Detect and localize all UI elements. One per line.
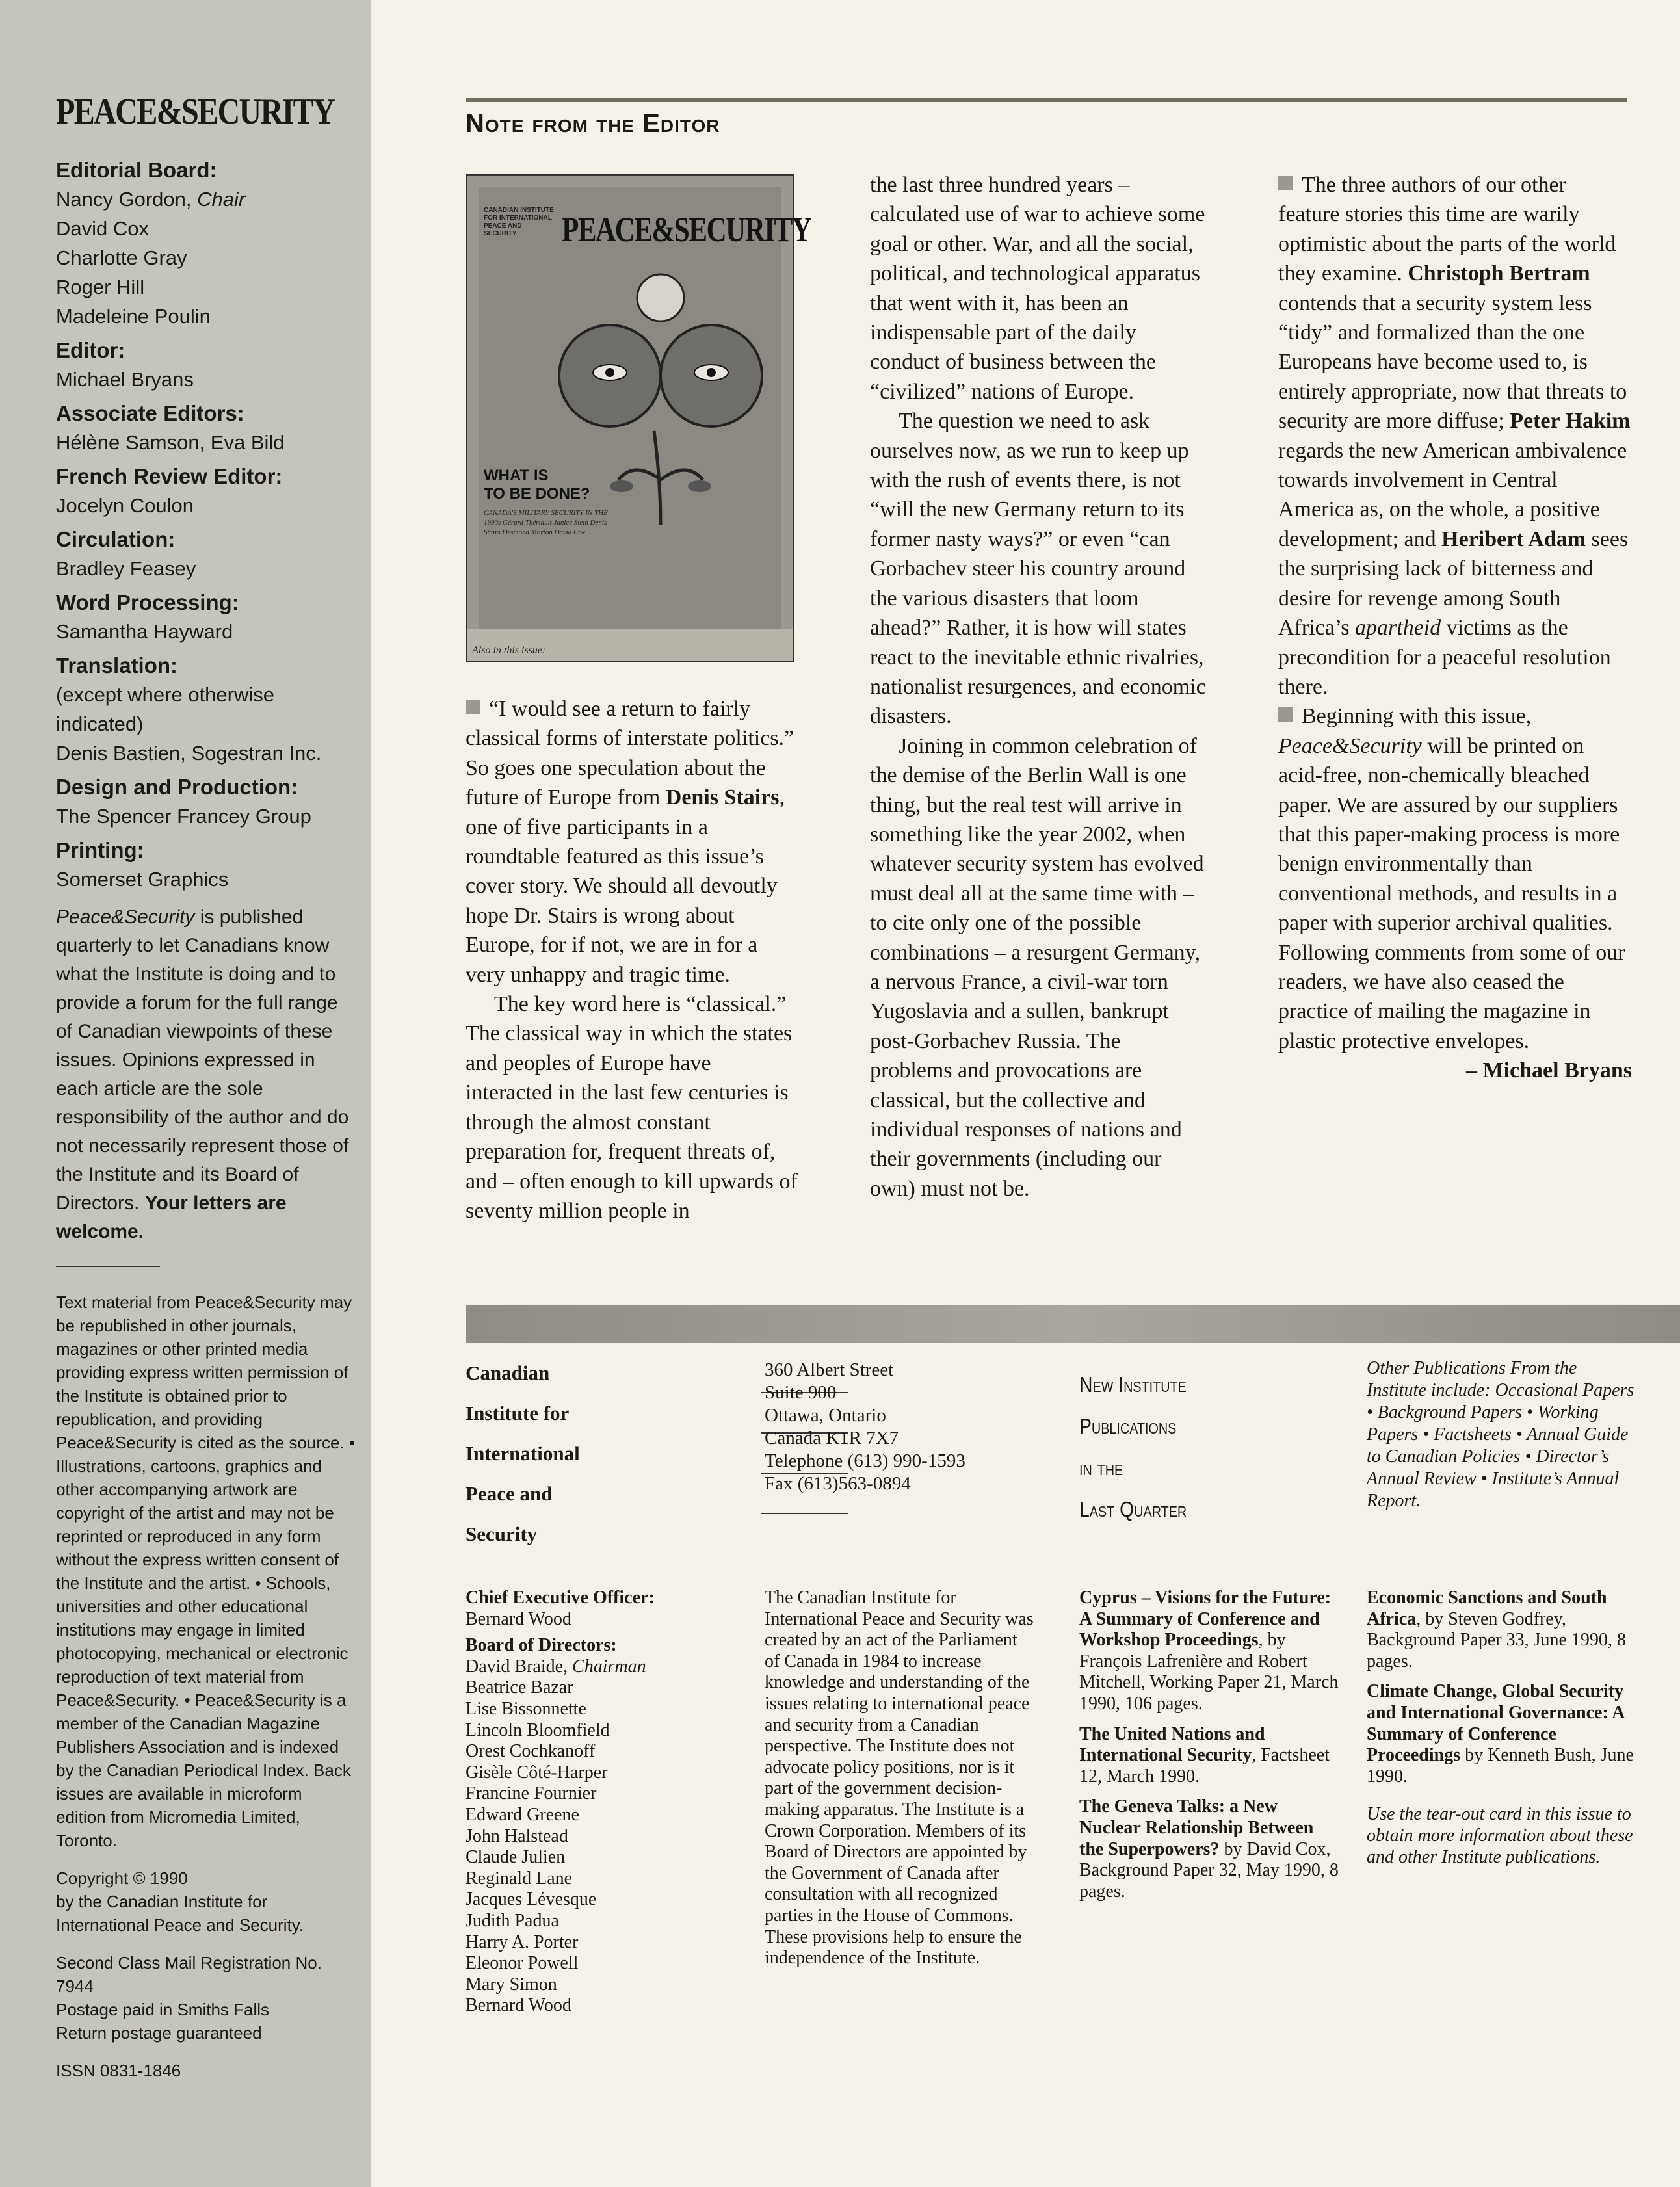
translation-note: (except where otherwise indicated): [56, 683, 274, 735]
director: Eleonor Powell: [466, 1953, 579, 1974]
editorial-board-label: Editorial Board:: [56, 158, 217, 182]
word-processing: Samantha Hayward: [56, 620, 233, 643]
magazine-logo: PEACE&SECURITY: [56, 92, 335, 132]
publications-list-1: [1079, 1588, 1339, 1911]
institute-address: 360 Albert Street Suite 900 Ottawa, Ontario Canada K1R 7X7 Telephone (613) 990-1593 Fax (613)563-0894: [765, 1359, 965, 1494]
about-magazine: Peace&Security is published quarterly to let Canadians know what the Institute is doing and to provide a forum for the full range of Canadian viewpoints of these issues. Opinions expressed in each article are the sole responsibility of the author and do not necessarily represent those of the Institute and its Board of Directors. Your letters are welcome.: [56, 906, 349, 1242]
paragraph: “I would see a return to fairly classical forms of interstate politics.” So goes one speculation about the future of Europe from Denis Stairs, one of five participants in a roundtable featured as this issue’s cover story. We should all devoutly hope Dr. Stairs is wrong about Europe, for if not, we are in for a very unhappy and tragic time.: [466, 697, 794, 987]
publication-entry: Economic Sanctions and South Africa, by Steven Godfrey, Background Paper 33, June 1990, 8 pages.: [1367, 1588, 1626, 1671]
paragraph: Beginning with this issue, Peace&Security will be printed on acid-free, non-chemically bleached paper. We are assured by our suppliers that this paper-making process is more benign environmentally than conventional methods, and results in a paper with superior archival qualities. Following comments from some of our readers, we have also ceased the practice of mailing the magazine in plastic protective envelopes.: [1278, 704, 1625, 1053]
paragraph-marker: [1278, 176, 1293, 190]
mail-registration: Second Class Mail Registration No. 7944 Postage paid in Smiths Falls Return postage guaranteed: [56, 1953, 322, 2043]
cover-footer: Also in this issue:: [472, 645, 546, 656]
main-content: [371, 0, 1680, 2187]
paragraph-marker: [466, 700, 480, 714]
paragraph: the last three hundred years – calculated use of war to achieve some goal or other. War, and all the social, political, and technological apparatus that went with it, has been an indispensable part of the daily conduct of business between the “civilized” nations of Europe.: [870, 173, 1205, 404]
editor-label: Editor:: [56, 338, 125, 362]
design: The Spencer Francey Group: [56, 805, 311, 828]
board-member: Charlotte Gray: [56, 246, 187, 269]
reprint-policy: Text material from Peace&Security may be republished in other journals, magazines or other printed media providing express written permission of the Institute is obtained prior to republication, and providing Peace&Security is cited as the source. • Illustrations, cartoons, graphics and other accompanying artwork are copyright of the artist and may not be reprinted or reproduced in any form without the express written consent of the Institute and the artist. • Schools, universities and other educational institutions may engage in limited photocopying, mechanical or electronic reproduction of text material from Peace&Security. • Peace&Security is a member of the Canadian Magazine Publishers Association and is indexed by the Canadian Periodical Index. Back issues are available in microform edition from Micromedia Limited, Toronto.: [56, 1292, 355, 1850]
director: Francine Fournier: [466, 1783, 597, 1804]
officers-list: [466, 1588, 739, 2017]
ceo-name: Bernard Wood: [466, 1608, 571, 1629]
new-publications-heading: New Institute Publications in the Last Quarter: [1079, 1372, 1187, 1521]
director: Lise Bissonnette: [466, 1698, 586, 1719]
cover-image: [466, 174, 811, 662]
board-member: David Cox: [56, 217, 149, 240]
director: Harry A. Porter: [466, 1932, 579, 1952]
board-member: Roger Hill: [56, 276, 145, 298]
printing: Somerset Graphics: [56, 868, 229, 891]
other-publications: Other Publications From the Institute include: Occasional Papers • Background Papers • Working Papers • Factsheets • Annual Guide to Canadian Policies • Director’s Annual Review • Institute’s Annual Report.: [1367, 1358, 1634, 1511]
cover-art: [479, 187, 811, 631]
director: Reginald Lane: [466, 1868, 573, 1889]
design-label: Design and Production:: [56, 775, 298, 799]
circulation: Bradley Feasey: [56, 557, 196, 580]
board-member: Nancy Gordon, Chair: [56, 188, 246, 211]
publication-entry: The Geneva Talks: a New Nuclear Relationship Between the Superpowers? by David Cox, Background Paper 32, May 1990, 8 pages.: [1079, 1796, 1339, 1902]
cover-headline: WHAT IS TO BE DONE?: [484, 467, 590, 503]
director: Bernard Wood: [466, 1995, 571, 2016]
publication-entry: Climate Change, Global Security and International Governance: A Summary of Conference Proceedings by Kenneth Bush, June 1990.: [1367, 1681, 1634, 1787]
section-title: Note from the Editor: [466, 109, 720, 138]
paragraph-marker: [1278, 707, 1293, 722]
publication-entry: Cyprus – Visions for the Future: A Summary of Conference and Workshop Proceedings, by François Lafrenière and Robert Mitchell, Working Paper 21, March 1990, 106 pages.: [1079, 1588, 1339, 1714]
director: Beatrice Bazar: [466, 1677, 573, 1698]
editor-column-3: [1278, 170, 1632, 1086]
grey-band: [466, 1305, 1680, 1343]
issn: ISSN 0831-1846: [56, 2061, 181, 2080]
director: Gisèle Côté-Harper: [466, 1762, 608, 1783]
publications-list-2: [1367, 1588, 1636, 1877]
translation-label: Translation:: [56, 653, 178, 677]
director: Jacques Lévesque: [466, 1889, 597, 1910]
tear-out-note: Use the tear-out card in this issue to obtain more information about these and other Institute publications.: [1367, 1804, 1633, 1867]
board-member: Madeleine Poulin: [56, 305, 211, 328]
translation: Denis Bastien, Sogestran Inc.: [56, 742, 322, 765]
editor-signature: – Michael Bryans: [1466, 1058, 1632, 1083]
board-chairman: David Braide, Chairman: [466, 1656, 646, 1677]
paragraph: The key word here is “classical.” The classical way in which the states and peoples of Europe have interacted in the last few centuries is through the almost constant preparation for, frequent threats of, and – often enough to kill upwards of seventy million people in: [466, 992, 798, 1223]
french-editor-label: French Review Editor:: [56, 464, 283, 488]
name-rule: [761, 1513, 848, 1514]
associate-editors: Hélène Samson, Eva Bild: [56, 431, 285, 454]
director: Orest Cochkanoff: [466, 1741, 596, 1762]
printing-label: Printing:: [56, 838, 144, 862]
director: John Halstead: [466, 1826, 568, 1846]
circulation-label: Circulation:: [56, 527, 176, 551]
top-rule: [466, 98, 1627, 102]
director: Lincoln Bloomfield: [466, 1720, 610, 1740]
institute-description: The Canadian Institute for International Peace and Security was created by an act of the Parliament of Canada in 1984 to increase knowledge and understanding of the issues relating to international peace and security from a Canadian perspective. The Institute does not advocate policy positions, nor is it part of the government decision-making apparatus. The Institute is a Crown Corporation. Members of its Board of Directors are appointed by the Government of Canada after consultation with all recognized parties in the House of Commons. These provisions help to ensure the independence of the Institute.: [765, 1588, 1034, 1969]
editor-column-1: [466, 694, 802, 1225]
copyright-notice: [56, 1290, 355, 2082]
word-processing-label: Word Processing:: [56, 590, 239, 614]
associate-editors-label: Associate Editors:: [56, 401, 244, 425]
cover-subtitle: CANADA'S MILITARY SECURITY IN THE 1990s Gérard Thériault Janice Stein Denis Stairs Desmond Morton David Cox: [484, 509, 608, 536]
paragraph: The three authors of our other feature stories this time are warily optimistic about the parts of the world they examine. Christoph Bertram contends that a security system less “tidy” and formalized than the one Europeans have become used to, is entirely appropriate, now that threats to security are more diffuse; Peter Hakim regards the new American ambivalence towards involvement in Central America as, on the whole, a positive development; and Heribert Adam sees the surprising lack of bitterness and desire for revenge among South Africa’s apartheid victims as the precondition for a peaceful resolution there.: [1278, 173, 1631, 699]
publication-entry: The United Nations and International Security, Factsheet 12, March 1990.: [1079, 1723, 1330, 1787]
copyright: Copyright © 1990 by the Canadian Institute for International Peace and Security.: [56, 1868, 304, 1935]
institute-name: Canadian Institute for International Peace and Security: [466, 1361, 580, 1545]
paragraph: The question we need to ask ourselves now, as we run to keep up with the rush of events there, is not “will the new Germany return to its former nasty ways?” or even “can Gorbachev steer his country around the various disasters that loom ahead?” Rather, it is how will states react to the inevitable ethnic rivalries, nationalist resurgences, and economic disasters.: [870, 409, 1206, 729]
editor-column-2: [870, 170, 1207, 1203]
board-label: Board of Directors:: [466, 1635, 617, 1656]
editor-name: Michael Bryans: [56, 368, 194, 391]
french-editor: Jocelyn Coulon: [56, 494, 194, 517]
divider: [56, 1266, 160, 1267]
cover-title: PEACE&SECURITY: [562, 210, 811, 249]
masthead-sidebar: [0, 0, 371, 2187]
cover-publisher: CANADIAN INSTITUTE FOR INTERNATIONAL PEACE AND SECURITY: [484, 207, 554, 237]
ceo-label: Chief Executive Officer:: [466, 1588, 655, 1608]
director: Edward Greene: [466, 1804, 579, 1825]
paragraph: Joining in common celebration of the demise of the Berlin Wall is one thing, but the real test will arrive in something like the year 2002, when whatever security system has evolved must deal all at the same time with – to cite only one of the possible combinations – a resurgent Germany, a nervous France, a civil-war torn Yugoslavia and a sullen, bankrupt post-Gorbachev Russia. The problems and provocations are classical, but the collective and individual responses of nations and their governments (including our own) must not be.: [870, 733, 1204, 1201]
director: Claude Julien: [466, 1847, 566, 1868]
board-chair-role: Chair: [197, 188, 246, 211]
director: Judith Padua: [466, 1910, 559, 1931]
director: Mary Simon: [466, 1974, 557, 1995]
